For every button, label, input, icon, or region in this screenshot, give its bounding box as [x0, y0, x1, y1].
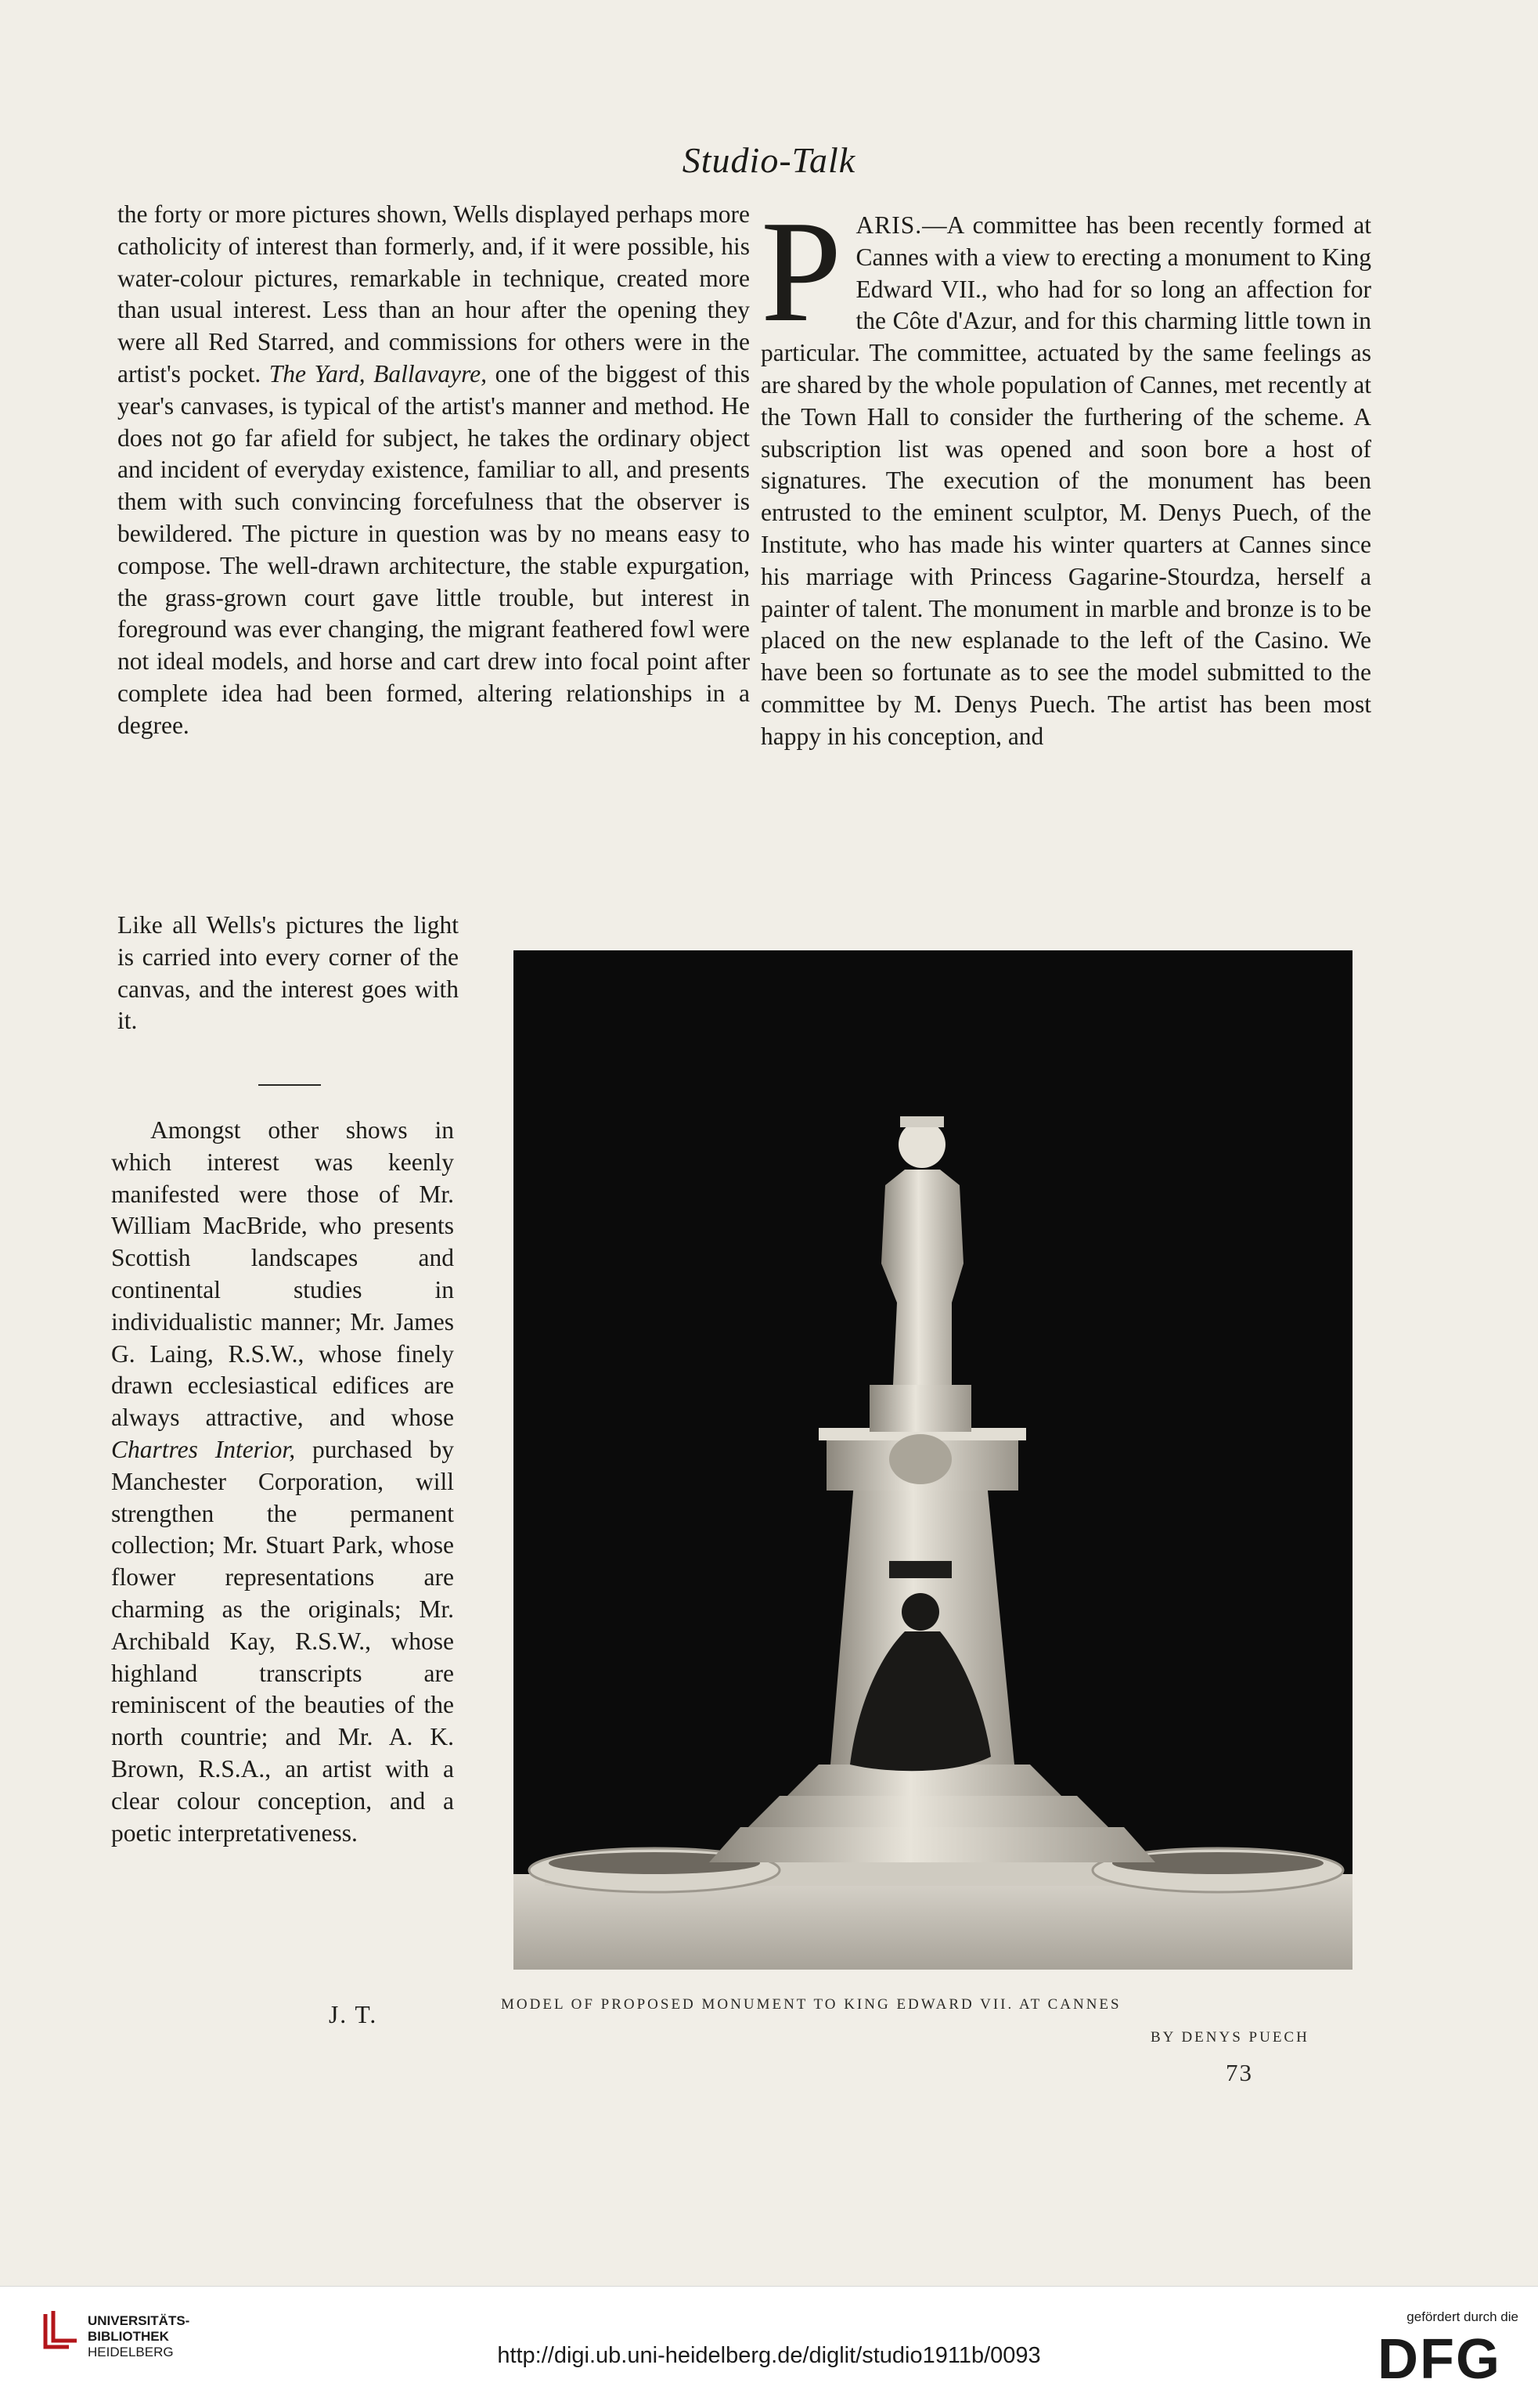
library-name-line3: HEIDELBERG [88, 2345, 174, 2359]
artwork-title-yard: The Yard, Ballavayre, [268, 359, 488, 388]
paris-heading: ARIS. [855, 211, 923, 239]
left-lower-text-2: purchased by Manchester Corporation, will strengthen the permanent collection; Mr. Stuart Park, whose flower representations are charming as the originals; Mr. Archibald Kay, R.S.W., whose highland transcripts are reminiscent of the beauties of the north countrie; and Mr. A. K. Brown, R.S.A., an artist with a clear colour conception, and a poetic interpretativeness. [111, 1435, 454, 1847]
right-column-text: —A committee has been recently formed at Cannes with a view to erecting a monument to King Edward VII., who had for so long an affection for the Côte d'Azur, and for this charming little town in particular. The committee, actuated by the same feelings as are shared by the whole population of Cannes, met recently at the Town Hall to consider the furthering of the scheme. A subscription list was opened and soon bore a host of signatures. The execution of the monument has been entrusted to the eminent sculptor, M. Denys Puech, of the Institute, who has made his winter quarters at Cannes since his marriage with Princess Gagarine-Stourdza, herself a painter of talent. The monument in marble and bronze is to be placed on the new esplanade to the left of the Casino. We have been so fortunate as to see the model submitted to the committee by M. Denys Puech. The artist has been most happy in his conception, and [761, 211, 1371, 750]
section-divider [258, 1084, 321, 1086]
left-column-top [117, 199, 750, 742]
dfg-logo: DFG [1378, 2328, 1501, 2391]
library-name-line2: BIBLIOTHEK [88, 2329, 169, 2344]
page-number: 73 [1226, 2059, 1253, 2086]
funding-note: gefördert durch die [1407, 2309, 1518, 2324]
figure-credit: BY DENYS PUECH [1151, 2029, 1309, 2046]
figure-caption: MODEL OF PROPOSED MONUMENT TO KING EDWARD VII. AT CANNES [501, 1996, 1122, 2013]
monument-illustration [513, 950, 1353, 1970]
left-lower-text-1: Amongst other shows in which interest was keenly manifested were those of Mr. William MacBride, who presents Scottish landscapes and continental studies in individualistic manner; Mr. James G. Laing, R.S.W., whose finely drawn ecclesiastical edifices are always attractive, and whose [111, 1116, 454, 1432]
left-column-narrow [117, 910, 459, 1037]
drop-cap: P [761, 191, 842, 352]
author-signature: J. T. [329, 2001, 378, 2028]
permalink-url[interactable]: http://digi.ub.uni-heidelberg.de/diglit/studio1911b/0093 [497, 2343, 1041, 2368]
left-narrow-text: Like all Wells's pictures the light is carried into every corner of the canvas, and the interest goes with it. [117, 911, 459, 1035]
left-column-lower [111, 1115, 454, 1849]
left-top-text: the forty or more pictures shown, Wells displayed perhaps more catholicity of interest than formerly, and, if it were possible, his water-colour pictures, remarkable in technique, created more than usual interest. Less than an hour after the opening they were all Red Starred, and commissions for others were in the artist's pocket. [117, 200, 750, 388]
monument-photograph [513, 950, 1353, 1970]
left-top-text-2: one of the biggest of this year's canvases, is typical of the artist's manner and method. He does not go far afield for subject, he takes the ordinary object and incident of everyday existence, familiar to all, and presents them with such convincing forcefulness that the observer is bewildered. The picture in question was by no means easy to compose. The well-drawn architecture, the stable expurgation, the grass-grown court gave little trouble, but interest in foreground was ever changing, the migrant feathered fowl were not ideal models, and horse and cart drew into focal point after complete idea had been formed, altering relationships in a degree. [117, 359, 751, 739]
statue-base [870, 1385, 971, 1432]
library-name-line1: UNIVERSITÄTS- [88, 2313, 190, 2328]
artwork-title-chartres: Chartres Interior, [111, 1435, 296, 1463]
inscription-plaque [889, 1561, 952, 1578]
running-head: Studio-Talk [682, 140, 856, 180]
right-column [761, 191, 1371, 753]
